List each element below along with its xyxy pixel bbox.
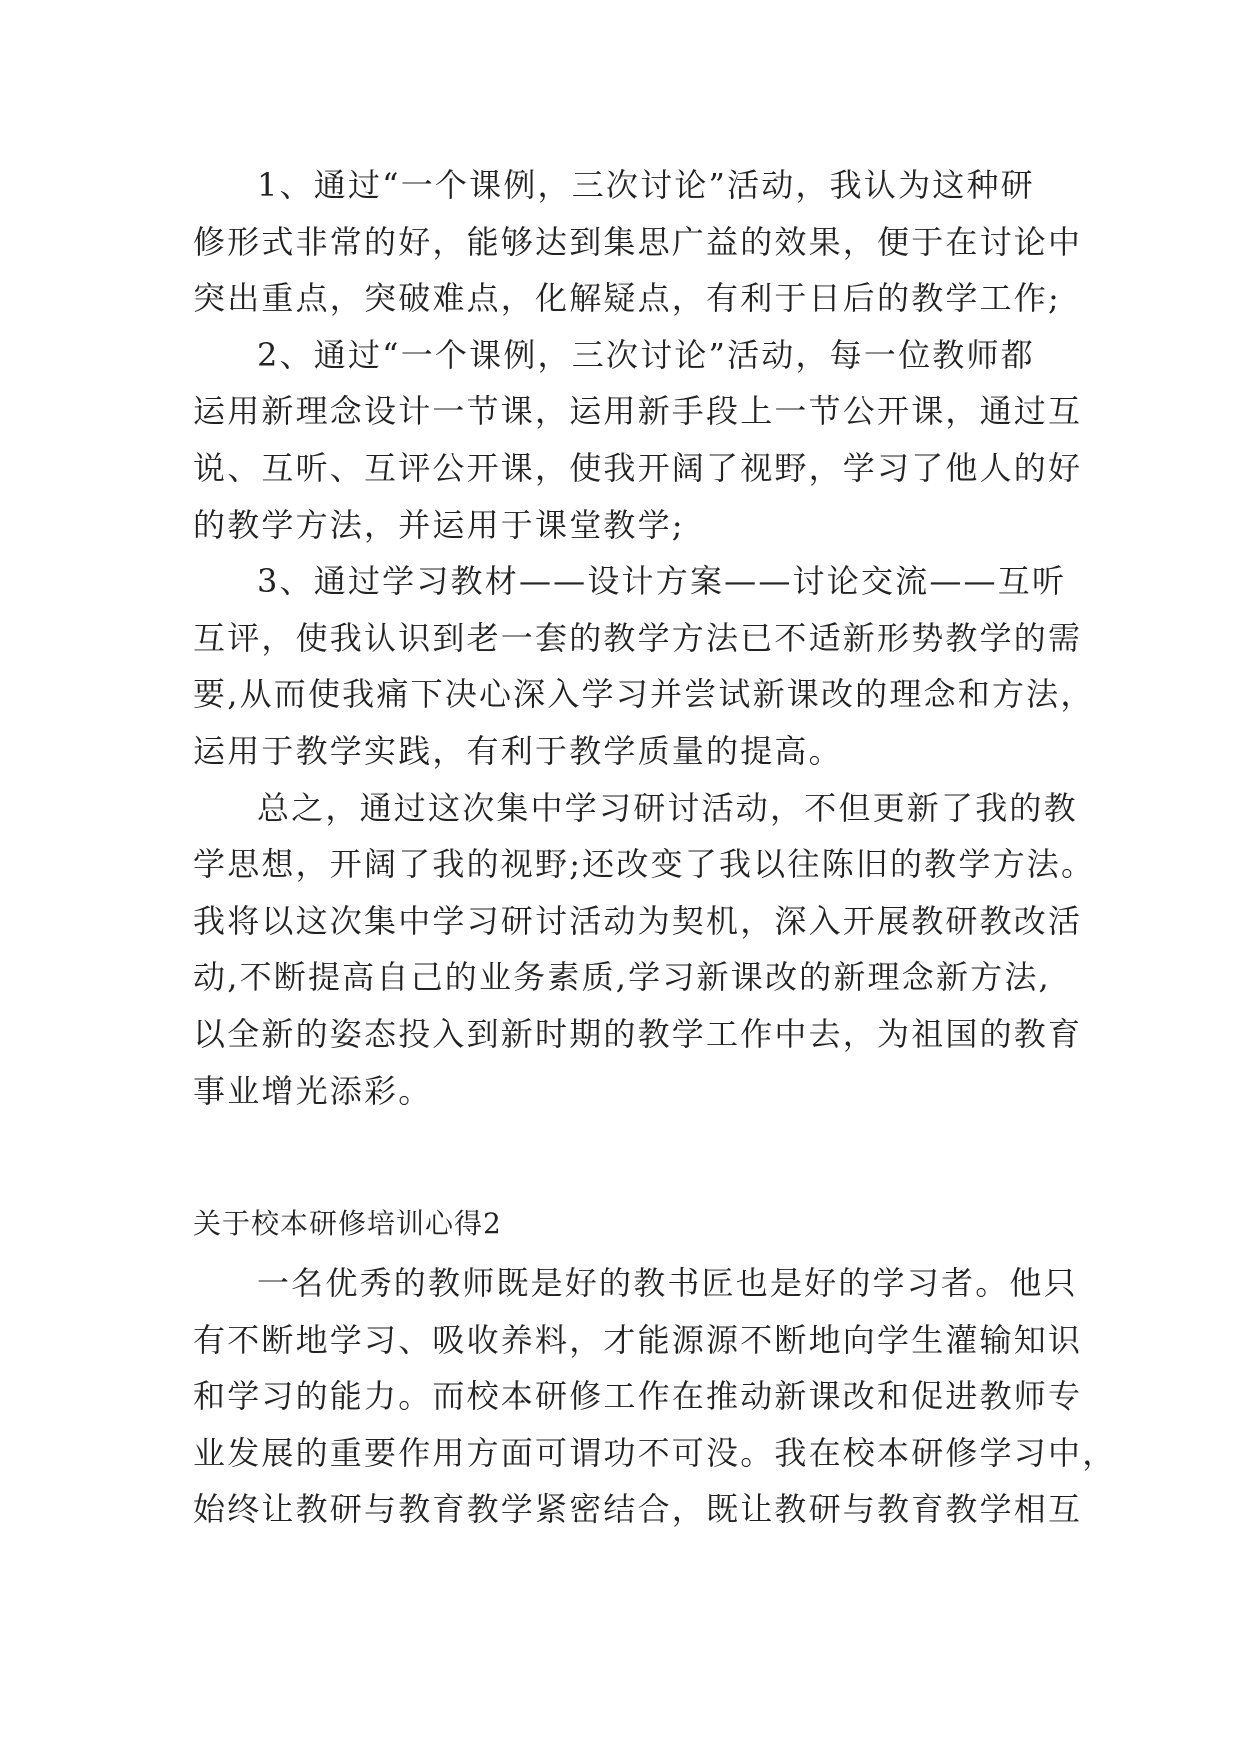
- paragraph-line: 我将以这次集中学习研讨活动为契机，深入开展教研教改活: [193, 901, 1083, 940]
- paragraph-line: 突出重点，突破难点，化解疑点，有利于日后的教学工作;: [193, 279, 1061, 318]
- paragraph-line: 动,不断提高自己的业务素质,学习新课改的新理念新方法,: [193, 958, 1051, 997]
- article-body-part-2: [193, 1255, 1117, 1538]
- paragraph-line: 和学习的能力。而校本研修工作在推动新课改和促进教师专: [193, 1377, 1083, 1416]
- paragraph-line: 总之，通过这次集中学习研讨活动，不但更新了我的教: [257, 788, 1078, 827]
- paragraph-line: 的教学方法，并运用于课堂教学;: [193, 505, 685, 544]
- paragraph-line: 要,从而使我痛下决心深入学习并尝试新课改的理念和方法，: [193, 675, 1095, 714]
- paragraph-line: 事业增光添彩。: [193, 1071, 433, 1110]
- article-body-part-1: [193, 157, 1096, 1119]
- paragraph-line: 1、通过“一个课例，三次讨论”活动，我认为这种研: [257, 166, 1035, 204]
- paragraph-line: 互评，使我认识到老一套的教学方法已不适新形势教学的需: [193, 618, 1083, 657]
- section-heading: 关于校本研修培训心得2: [193, 1207, 502, 1240]
- paragraph-line: 学思想，开阔了我的视野;还改变了我以往陈旧的教学方法。: [193, 845, 1096, 884]
- paragraph-line: 业发展的重要作用方面可谓功不可没。我在校本研修学习中，: [193, 1433, 1117, 1472]
- paragraph-line: 运用新理念设计一节课，运用新手段上一节公开课，通过互: [193, 392, 1083, 431]
- paragraph-line: 3、通过学习教材——设计方案——讨论交流——互听: [257, 562, 1067, 601]
- paragraph-line: 始终让教研与教育教学紧密结合，既让教研与教育教学相互: [193, 1490, 1083, 1529]
- paragraph-line: 一名优秀的教师既是好的教书匠也是好的学习者。他只: [257, 1264, 1078, 1302]
- paragraph-line: 有不断地学习、吸收养料，才能源源不断地向学生灌输知识: [193, 1320, 1083, 1359]
- paragraph-line: 运用于教学实践，有利于教学质量的提高。: [193, 731, 843, 770]
- paragraph-line: 说、互听、互评公开课，使我开阔了视野，学习了他人的好: [193, 448, 1083, 487]
- paragraph-line: 2、通过“一个课例，三次讨论”活动，每一位教师都: [257, 335, 1035, 374]
- paragraph-line: 以全新的姿态投入到新时期的教学工作中去，为祖国的教育: [193, 1014, 1083, 1053]
- paragraph-line: 修形式非常的好，能够达到集思广益的效果，便于在讨论中: [193, 222, 1083, 261]
